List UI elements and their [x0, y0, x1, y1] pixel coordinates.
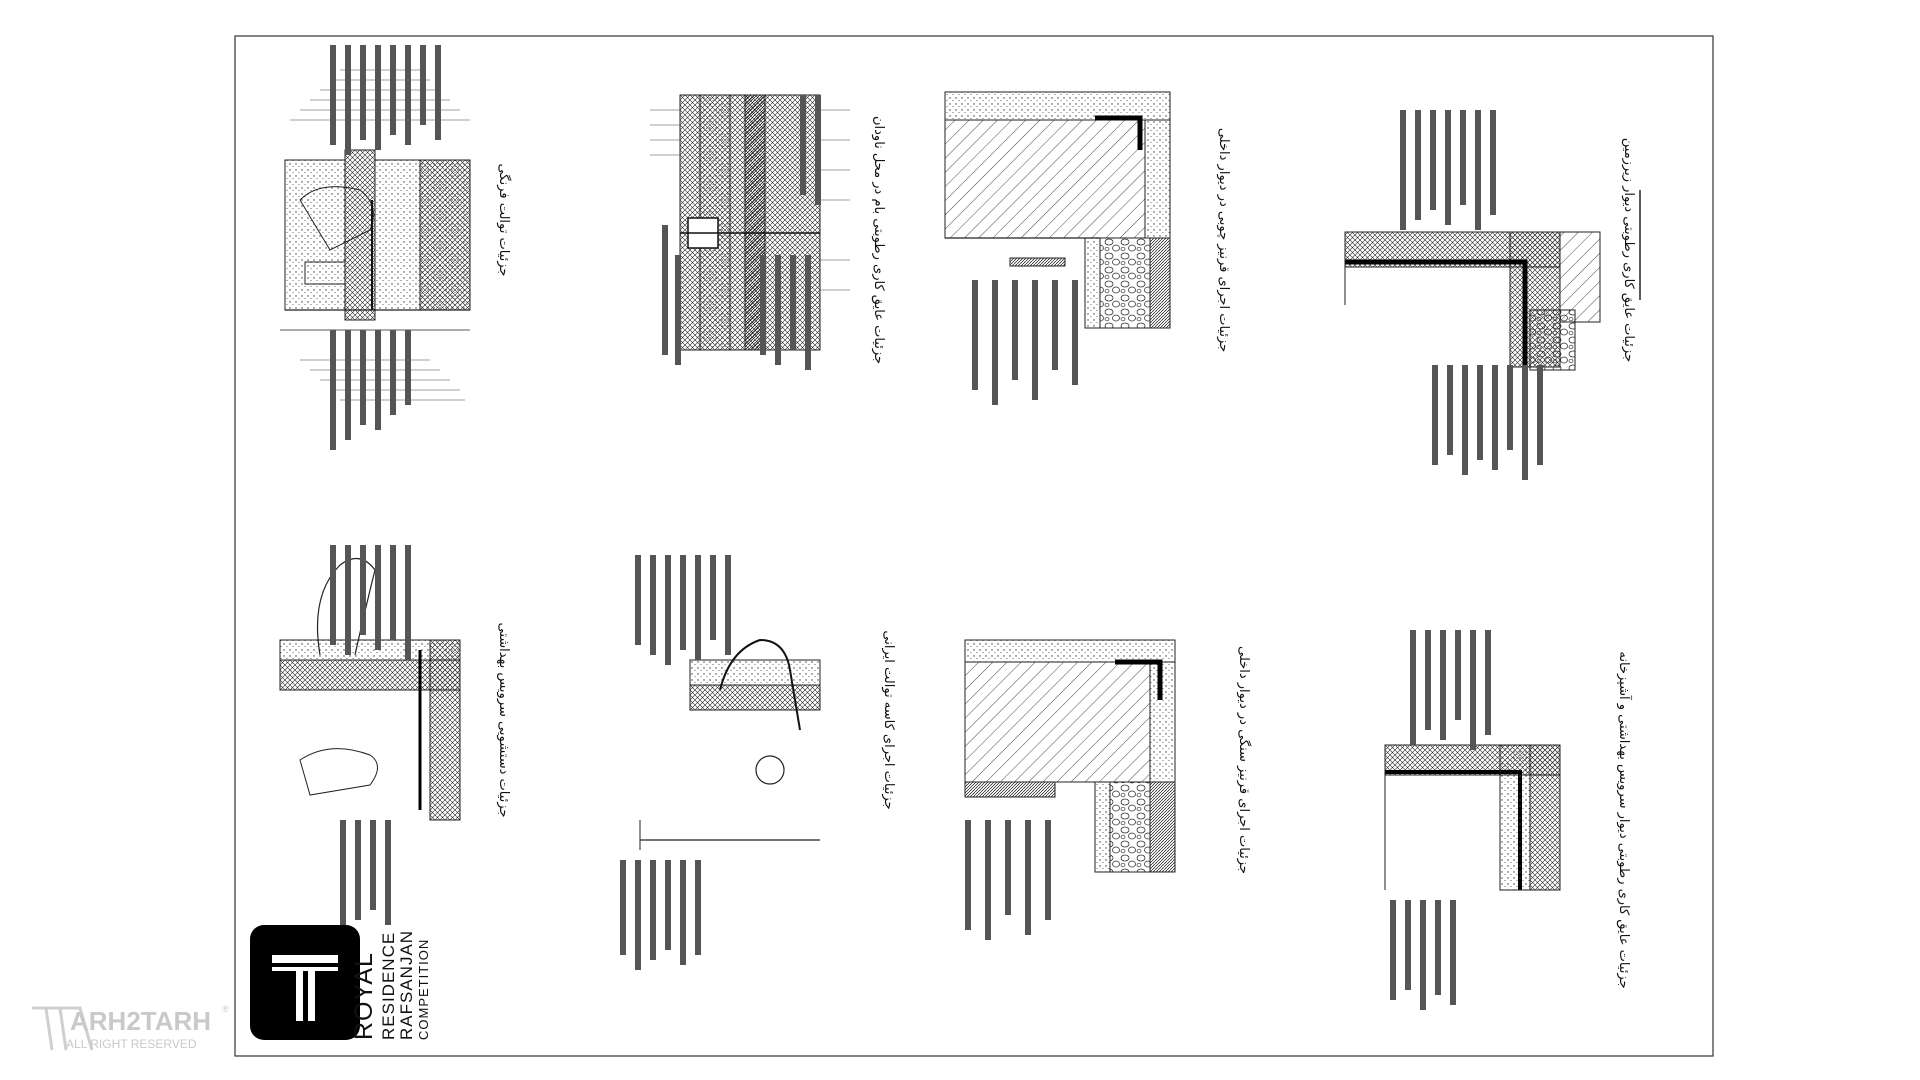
detail-roof-drain: [650, 95, 886, 370]
brand-line-competition: COMPETITION: [416, 938, 431, 1040]
detail-squat-toilet: [620, 555, 896, 970]
watermark-name: ARH2TARH: [70, 1006, 212, 1036]
watermark-registered: ®: [222, 1004, 229, 1014]
detail-western-toilet: [280, 45, 512, 450]
brand-line-rafsanjan: RAFSANJAN: [397, 929, 416, 1040]
detail-title-3: جزئیات اجرای قرنیز چوبی در دیوار داخلی: [1216, 127, 1231, 353]
detail-bathroom-kitchen-wall: [1385, 630, 1633, 1010]
detail-title-1: جزئیات توالت فرنگی: [496, 163, 511, 277]
detail-stone-skirting: [965, 640, 1252, 940]
detail-title-5: جزئیات دستشویی سرویس بهداشتی: [496, 622, 511, 818]
brand-line-residence: RESIDENCE: [379, 931, 398, 1040]
brand-line-royal: ROYAL: [350, 952, 378, 1040]
detail-title-2: جزئیات عایق کاری رطوبتی بام در محل ناودان: [871, 115, 886, 365]
brand-block: [250, 925, 431, 1040]
detail-title-7: جزئیات اجرای قرنیز سنگی در دیوار داخلی: [1236, 646, 1251, 874]
detail-title-8: جزئیات عایق کاری رطوبتی دیوار سرویس بهداشتی و آشپزخانه: [1616, 651, 1631, 989]
detail-washbasin: [280, 545, 511, 930]
detail-title-6: جزئیات اجرای کاسه توالت ایرانی: [881, 630, 896, 810]
watermark: [32, 1004, 229, 1051]
watermark-rights: ALL RIGHT RESERVED: [66, 1037, 197, 1051]
detail-basement-wall: [1345, 110, 1640, 480]
detail-wood-skirting: [945, 92, 1231, 405]
detail-title-4: جزئیات عایق کاری رطوبتی دیوار زیرزمین: [1621, 137, 1636, 363]
brand-logo-icon: [250, 925, 360, 1040]
